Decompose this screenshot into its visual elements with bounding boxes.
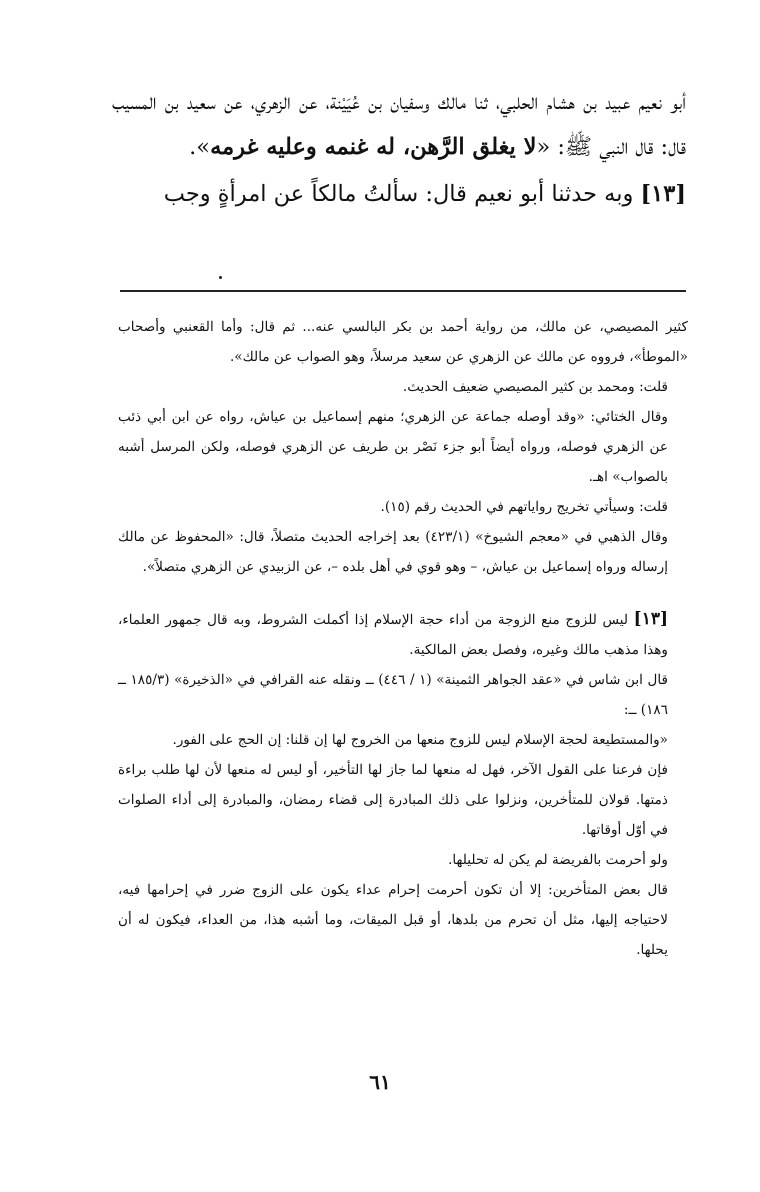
page-number: ٦١ <box>369 1070 391 1094</box>
stray-dot <box>219 276 222 279</box>
footnote-line: قلت: وسيأتي تخريج رواياتهم في الحديث رقم (١٥). <box>380 499 668 515</box>
footnote-13-text: ليس للزوج منع الزوجة من أداء حجة الإسلام إذا أكملت الشروط، وبه قال جمهور العلماء، وهذا مذهب مالك وغيره، وفصل بعض المالكية. <box>118 612 668 658</box>
footnote-13 <box>118 604 688 665</box>
footnote-number: [١٣] <box>633 609 668 629</box>
footnote-line: فإن فرعنا على القول الآخر، فهل له منعها لما جاز لها التأخير، أو ليس له منعها لأن لها طلب براءة ذمتها. قولان للمتأخرين، ونزلوا على ذلك المبادرة إلى قضاء رمضان، والمبادرة إلى أداء الصلوات في أوّل أوقاتها. <box>118 762 668 838</box>
footnote-line: قال بعض المتأخرين: إلا أن تكون أحرمت إحرام عداء يكون على الزوج ضرر في إحرامها فيه، لاحتياجه إليها، مثل أن تحرم من بلدها، أو قبل الميقات، وما أشبه هذا، من العداء، فيكون له أن يحلها. <box>118 882 668 958</box>
hadith-end: ». <box>189 134 211 160</box>
footnote-line: قلت: ومحمد بن كثير المصيصي ضعيف الحديث. <box>402 379 668 395</box>
footnotes <box>118 312 688 965</box>
hadith-number: [١٣] <box>640 181 686 207</box>
hadith-isnad: أبو نعيم عبيد بن هشام الحلبي، ثنا مالك وسفيان بن عُيَيْنة، عن الزهري، عن سعيد بن المسيب قال: قال النبي ﷺ: « <box>112 89 686 160</box>
footnote-line: «والمستطيعة لحجة الإسلام ليس للزوج منعها من الخروج لها إن قلنا: إن الحج على الفور. <box>172 732 668 748</box>
main-paragraph-2-text: وبه حدثنا أبو نعيم قال: سألتُ مالكاً عن امرأةٍ وجب <box>163 181 641 207</box>
main-paragraph-2 <box>112 172 686 217</box>
footnote-line: كثير المصيصي، عن مالك، من رواية أحمد بن بكر البالسي عنه... ثم قال: وأما القعنبي وأصحاب «الموطأ»، فرووه عن مالك عن الزهري عن سعيد مرسلاً، وهو الصواب عن مالك». <box>118 319 688 365</box>
footnote-line: وقال الذهبي في «معجم الشيوخ» (٤٢٣/١) بعد إخراجه الحديث متصلاً، قال: «المحفوظ عن مالك إرساله ورواه إسماعيل بن عياش، – وهو قوي في أهل بلده –، عن الزبيدي عن الزهري متصلاً». <box>118 529 668 575</box>
footnote-separator <box>120 290 686 292</box>
hadith-matn: لا يغلق الرَّهن، له غنمه وعليه غرمه <box>210 134 537 160</box>
footnote-line: قال ابن شاس في «عقد الجواهر الثمينة» (١ / ٤٤٦) ــ ونقله عنه القرافي في «الذخيرة» (١٨٥/٣ ــ ١٨٦) ــ: <box>118 672 668 718</box>
footnote-line: وقال الختائي: «وقد أوصله جماعة عن الزهري؛ منهم إسماعيل بن عياش، رواه عن ابن أبي ذئب عن الزهري فوصله، ورواه أيضاً أبو جزء نَصْر بن طريف عن الزهري فوصله، ولكن المرسل أشبه بالصواب» اهـ. <box>118 409 668 485</box>
footnote-line: ولو أحرمت بالفريضة لم يكن له تحليلها. <box>448 852 668 868</box>
main-paragraph-1 <box>112 80 686 170</box>
main-text <box>112 80 686 217</box>
